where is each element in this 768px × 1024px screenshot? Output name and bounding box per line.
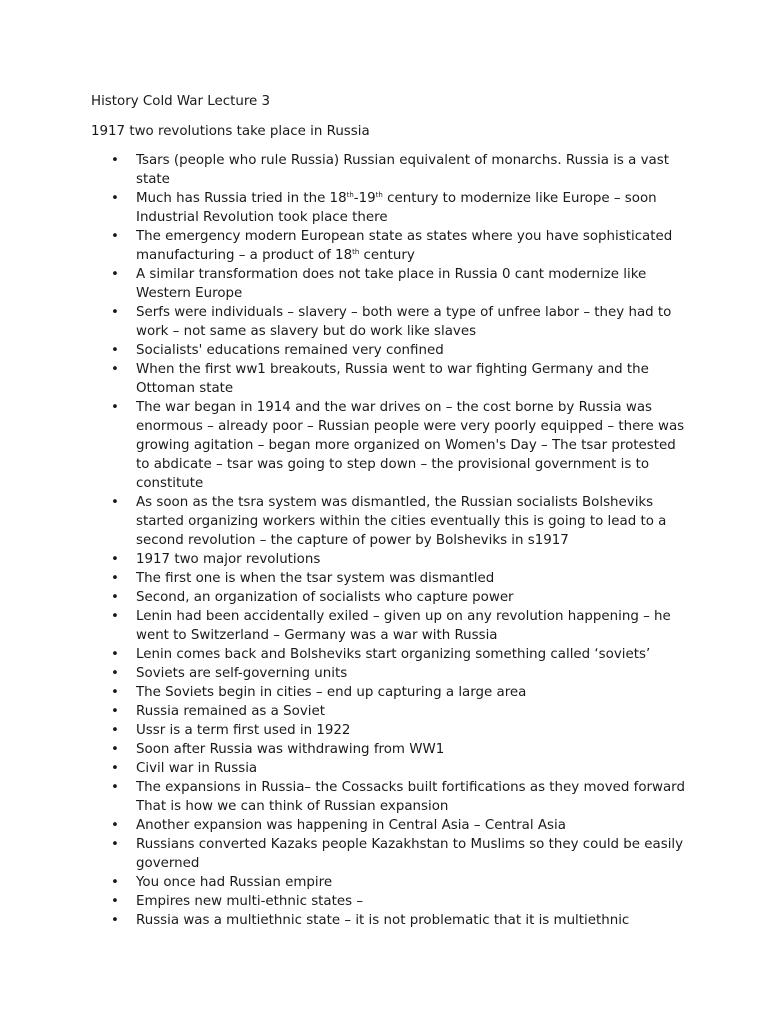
list-item [91,265,691,303]
document-subtitle: 1917 two revolutions take place in Russia [91,124,370,139]
list-item-text: Lenin comes back and Bolsheviks start organizing something called ‘soviets’ [136,647,651,662]
list-item-text: Soviets are self-governing units [136,666,348,681]
superscript: th [346,191,354,199]
text-run: century to modernize like Europe – soon Industrial Revolution took place there [136,191,657,225]
list-item [91,835,691,873]
list-item [91,588,691,607]
list-item [91,303,691,341]
list-item-text [136,229,672,263]
list-item-text [136,191,657,225]
bullet-dot-icon: • [111,742,119,757]
list-item-text: You once had Russian empire [136,875,333,890]
list-item [91,360,691,398]
bullet-list [91,151,691,930]
list-item-text: Russia was a multiethnic state – it is not problematic that it is multiethnic [136,913,630,928]
list-item-text: The first one is when the tsar system was dismantled [136,571,495,586]
text-run: century [359,248,415,263]
list-item [91,398,691,493]
bullet-dot-icon: • [111,723,119,738]
list-item [91,664,691,683]
list-item-text: A similar transformation does not take place in Russia 0 cant modernize like Western Europe [136,267,647,301]
bullet-dot-icon: • [111,495,119,510]
list-item [91,189,691,227]
list-item-text: Socialists' educations remained very confined [136,343,444,358]
list-item [91,778,691,816]
list-item [91,607,691,645]
list-item [91,911,691,930]
list-item-text: As soon as the tsra system was dismantled, the Russian socialists Bolsheviks started organizing workers within the cities eventually this is going to lead to a second revolution – the capture of power by Bolsheviks in s1917 [136,495,667,548]
list-item [91,645,691,664]
list-item-text: Ussr is a term first used in 1922 [136,723,351,738]
text-run: The emergency modern European state as states where you have sophisticated manufacturing – a product of 18 [136,229,673,263]
list-item-text: Civil war in Russia [136,761,258,776]
list-item [91,873,691,892]
list-item [91,702,691,721]
bullet-dot-icon: • [111,362,119,377]
list-item-text: When the first ww1 breakouts, Russia went to war fighting Germany and the Ottoman state [136,362,649,396]
bullet-dot-icon: • [111,552,119,567]
list-item [91,721,691,740]
list-item-text: Russia remained as a Soviet [136,704,325,719]
bullet-dot-icon: • [111,704,119,719]
bullet-dot-icon: • [111,305,119,320]
list-item [91,569,691,588]
bullet-dot-icon: • [111,913,119,928]
bullet-dot-icon: • [111,780,119,795]
list-item-text: Empires new multi-ethnic states – [136,894,364,909]
bullet-dot-icon: • [111,894,119,909]
list-item [91,683,691,702]
bullet-dot-icon: • [111,685,119,700]
list-item [91,816,691,835]
bullet-dot-icon: • [111,647,119,662]
bullet-dot-icon: • [111,343,119,358]
text-run: -19 [353,191,376,206]
list-item-text: Second, an organization of socialists who capture power [136,590,514,605]
list-item [91,151,691,189]
text-run: Much has Russia tried in the 18 [136,191,347,206]
list-item [91,493,691,550]
bullet-dot-icon: • [111,761,119,776]
list-item [91,227,691,265]
list-item [91,550,691,569]
list-item [91,341,691,360]
bullet-dot-icon: • [111,400,119,415]
bullet-dot-icon: • [111,267,119,282]
list-item-text: Serfs were individuals – slavery – both were a type of unfree labor – they had to work – not same as slavery but do work like slaves [136,305,672,339]
bullet-dot-icon: • [111,666,119,681]
document-body [91,92,691,930]
list-item [91,759,691,778]
list-item-text: Soon after Russia was withdrawing from WW1 [136,742,445,757]
document-title: History Cold War Lecture 3 [91,94,271,109]
bullet-dot-icon: • [111,590,119,605]
list-item-text: Another expansion was happening in Central Asia – Central Asia [136,818,566,833]
superscript: th [352,248,360,256]
list-item-text: 1917 two major revolutions [136,552,321,567]
list-item-text: Russians converted Kazaks people Kazakhstan to Muslims so they could be easily governed [136,837,684,871]
list-item-text: Tsars (people who rule Russia) Russian equivalent of monarchs. Russia is a vast state [136,153,669,187]
list-item-text: The expansions in Russia– the Cossacks built fortifications as they moved forward That is how we can think of Russian expansion [136,780,685,814]
list-item [91,740,691,759]
list-item-text: The war began in 1914 and the war drives on – the cost borne by Russia was enormous – already poor – Russian people were very poorly equipped – there was growing agitation – began more organized on Women's Day – The tsar protested to abdicate – tsar was going to step down – the provisional government is to constitute [136,400,685,491]
list-item-text: The Soviets begin in cities – end up capturing a large area [136,685,527,700]
bullet-dot-icon: • [111,191,119,206]
bullet-dot-icon: • [111,153,119,168]
superscript: th [375,191,383,199]
bullet-dot-icon: • [111,609,119,624]
bullet-dot-icon: • [111,571,119,586]
bullet-dot-icon: • [111,229,119,244]
bullet-dot-icon: • [111,818,119,833]
bullet-dot-icon: • [111,875,119,890]
list-item-text: Lenin had been accidentally exiled – given up on any revolution happening – he went to Switzerland – Germany was a war with Russia [136,609,671,643]
list-item [91,892,691,911]
bullet-dot-icon: • [111,837,119,852]
